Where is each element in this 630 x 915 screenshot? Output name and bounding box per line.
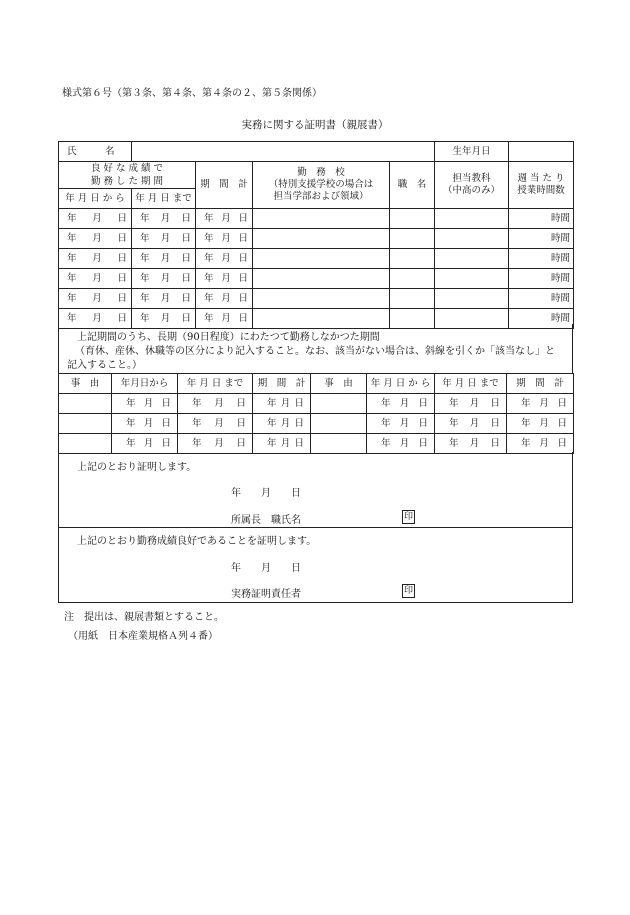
absence-row — [59, 414, 574, 434]
date-month-label: 月 — [469, 437, 480, 449]
date-placeholder — [59, 213, 131, 225]
date-placeholder — [435, 398, 506, 410]
hours-unit-label: 時間 — [550, 272, 570, 284]
service-table — [58, 141, 574, 329]
date-year-label: 年 — [204, 272, 214, 284]
absence-note-line1: 上記期間のうち、長期（90日程度）にわたつて勤務しなかつた期間 — [77, 332, 380, 343]
to-date-cell[interactable] — [435, 394, 507, 414]
to-date-cell[interactable] — [132, 289, 196, 309]
date-year-label: 年 — [126, 417, 136, 429]
date-year-label: 年 — [140, 232, 150, 244]
date-day-label: 日 — [117, 312, 127, 324]
total-period-cell[interactable] — [507, 394, 574, 414]
date-day-label: 日 — [294, 437, 304, 449]
date-day-label: 日 — [490, 417, 500, 429]
date-placeholder — [59, 233, 131, 245]
document-title: 実務に関する証明書（親展書） — [241, 119, 389, 131]
service-row — [59, 269, 574, 289]
date-month-label: 月 — [221, 232, 231, 244]
from-date-cell[interactable] — [59, 269, 132, 289]
total-period-cell[interactable] — [507, 414, 574, 434]
date-placeholder — [132, 313, 195, 325]
from-date-cell[interactable] — [112, 434, 178, 454]
to-date-cell[interactable] — [435, 414, 507, 434]
date-day-label: 日 — [117, 212, 127, 224]
from-date-cell[interactable] — [59, 249, 132, 269]
date-day-label: 日 — [236, 437, 246, 449]
date-month-label: 月 — [160, 292, 171, 304]
date-year-label: 年 — [140, 292, 150, 304]
date-day-label: 日 — [236, 397, 246, 409]
reason-cell[interactable] — [311, 434, 367, 454]
hours-header-line1: 週 当 た り — [517, 173, 565, 184]
date-year-label: 年 — [521, 397, 531, 409]
certification-box — [58, 452, 573, 603]
from-date-cell[interactable] — [112, 414, 178, 434]
date-month-label: 月 — [539, 397, 549, 409]
date-month-label: 月 — [221, 312, 231, 324]
period-header-line2: 勤 務 し た 期 間 — [90, 176, 164, 187]
date-month-label: 月 — [469, 397, 480, 409]
total-period-cell[interactable] — [253, 414, 311, 434]
date-month-label: 月 — [221, 252, 231, 264]
service-row — [59, 249, 574, 269]
date-month-label: 月 — [399, 417, 410, 429]
to-date-cell[interactable] — [178, 414, 253, 434]
date-day-label: 日 — [418, 417, 428, 429]
subject-cell[interactable] — [435, 229, 509, 249]
date-month-label: 月 — [92, 312, 102, 324]
total-period-cell[interactable] — [253, 434, 311, 454]
date-day-label: 日 — [418, 437, 428, 449]
date-placeholder — [253, 398, 310, 410]
hours-unit-label: 時間 — [550, 312, 570, 324]
seal-icon: 印 — [403, 512, 413, 522]
date-day-label: 日 — [238, 292, 248, 304]
date-placeholder — [196, 273, 252, 285]
from-header: 年月日から — [112, 374, 178, 394]
to-header: 年 月 日 まで — [178, 374, 253, 394]
date-year-label: 年 — [67, 252, 77, 264]
school-header — [253, 162, 390, 209]
reason-cell[interactable] — [311, 394, 367, 414]
date-year-label: 年 — [449, 397, 459, 409]
to-date-cell[interactable] — [132, 229, 196, 249]
date-day-label: 日 — [238, 272, 248, 284]
subject-cell[interactable] — [435, 289, 509, 309]
total-period-cell[interactable] — [196, 209, 253, 229]
date-month-label: 月 — [160, 272, 171, 284]
subject-cell[interactable] — [435, 249, 509, 269]
date-month-label: 月 — [92, 232, 102, 244]
date-day-label: 日 — [181, 312, 191, 324]
date-day-label: 日 — [490, 397, 500, 409]
date-month-label: 月 — [539, 417, 549, 429]
date-placeholder — [132, 213, 195, 225]
reason-cell[interactable] — [59, 394, 112, 414]
hours-unit-label: 時間 — [550, 232, 570, 244]
date-month-label: 月 — [160, 252, 171, 264]
hours-cell[interactable] — [509, 249, 574, 269]
school-header-line2: （特別支援学校の場合は — [268, 179, 374, 190]
date-placeholder — [59, 293, 131, 305]
date-day-label: 日 — [236, 417, 246, 429]
subject-cell[interactable] — [435, 209, 509, 229]
date-placeholder — [196, 233, 252, 245]
date-year-label: 年 — [192, 437, 202, 449]
date-placeholder — [196, 253, 252, 265]
absence-table — [58, 373, 574, 454]
date-month-label: 月 — [469, 417, 480, 429]
date-year-label: 年 — [267, 437, 277, 449]
date-year-label: 年 — [449, 417, 459, 429]
school-cell[interactable] — [253, 229, 390, 249]
absence-row — [59, 394, 574, 414]
total-header: 期 間 計 — [196, 162, 253, 209]
date-placeholder — [253, 418, 310, 430]
total-header-2: 期 間 計 — [507, 374, 574, 394]
date-day-label: 日 — [557, 437, 567, 449]
date-placeholder — [132, 293, 195, 305]
absence-note — [58, 324, 573, 373]
date-placeholder — [367, 438, 434, 450]
date-year-label: 年 — [140, 272, 150, 284]
footer-note: 注 提出は、親展書類とすること。 — [64, 612, 224, 623]
to-date-cell[interactable] — [132, 269, 196, 289]
date-year-label: 年 — [67, 312, 77, 324]
certification-statement-2: 上記のとおり勤務成績良好であることを証明します。 — [77, 536, 317, 547]
date-year-label: 年 — [204, 252, 214, 264]
date-day-label: 日 — [181, 292, 191, 304]
date-year-label: 年 — [267, 417, 277, 429]
certification-statement-1: 上記のとおり証明します。 — [77, 462, 197, 473]
hours-unit-label: 時間 — [550, 252, 570, 264]
from-date-cell[interactable] — [59, 209, 132, 229]
date-day-label: 日 — [490, 437, 500, 449]
date-year-label: 年 — [204, 212, 214, 224]
absence-note-line3: 記入すること。） — [67, 360, 142, 371]
total-period-cell[interactable] — [253, 394, 311, 414]
date-day-label: 日 — [294, 417, 304, 429]
date-placeholder — [59, 273, 131, 285]
date-placeholder — [196, 313, 252, 325]
date-placeholder — [507, 438, 573, 450]
period-header — [59, 162, 196, 189]
school-header-line1: 勤 務 校 — [297, 167, 345, 178]
date-day-label: 日 — [418, 397, 428, 409]
date-year-label: 年 — [192, 397, 202, 409]
date-year-label: 年 — [449, 437, 459, 449]
date-year-label: 年 — [67, 212, 77, 224]
to-date-cell[interactable] — [435, 434, 507, 454]
date-day-label: 日 — [557, 417, 567, 429]
date-day-label: 日 — [161, 437, 171, 449]
reason-header-2: 事 由 — [311, 374, 367, 394]
date-placeholder — [367, 398, 434, 410]
date-day-label: 日 — [161, 417, 171, 429]
date-year-label: 年 — [140, 312, 150, 324]
date-placeholder — [178, 398, 252, 410]
from-date-cell[interactable] — [59, 229, 132, 249]
date-month-label: 月 — [214, 437, 224, 449]
service-row — [59, 209, 574, 229]
date-year-label: 年 — [381, 437, 391, 449]
hours-header-line2: 授業時間数 — [517, 185, 565, 196]
seal-icon: 印 — [403, 586, 413, 596]
hours-cell[interactable] — [509, 209, 574, 229]
form-number: 様式第６号（第３条、第４条、第４条の２、第５条関係） — [62, 88, 322, 99]
date-day-label: 日 — [181, 212, 191, 224]
date-month-label: 月 — [280, 397, 291, 409]
from-date-cell[interactable] — [367, 394, 435, 414]
date-placeholder — [59, 253, 131, 265]
certification-date-2: 年 月 日 — [231, 563, 301, 574]
date-year-label: 年 — [140, 252, 150, 264]
date-day-label: 日 — [117, 292, 127, 304]
date-placeholder — [507, 398, 573, 410]
footer-paper: （用紙 日本産業規格Ａ列４番） — [68, 631, 218, 642]
date-year-label: 年 — [204, 292, 214, 304]
date-month-label: 月 — [92, 272, 102, 284]
date-month-label: 月 — [280, 437, 291, 449]
date-month-label: 月 — [214, 397, 224, 409]
position-cell[interactable] — [390, 249, 435, 269]
date-month-label: 月 — [160, 232, 171, 244]
to-date-cell[interactable] — [132, 249, 196, 269]
period-header-line1: 良 好 な 成 績 で — [90, 163, 164, 174]
date-month-label: 月 — [143, 397, 154, 409]
date-placeholder — [178, 418, 252, 430]
name-row — [59, 142, 574, 162]
date-month-label: 月 — [160, 212, 171, 224]
date-year-label: 年 — [126, 397, 136, 409]
subject-header-line1: 担当教科 — [452, 173, 491, 184]
date-day-label: 日 — [294, 397, 304, 409]
date-day-label: 日 — [238, 312, 248, 324]
date-day-label: 日 — [181, 272, 191, 284]
date-year-label: 年 — [521, 437, 531, 449]
certification-date-1: 年 月 日 — [231, 488, 301, 499]
date-placeholder — [253, 438, 310, 450]
date-month-label: 月 — [539, 437, 549, 449]
total-period-cell[interactable] — [196, 269, 253, 289]
school-header-line3: 担当学部および領域） — [273, 191, 369, 202]
date-month-label: 月 — [399, 437, 410, 449]
certification-divider — [59, 527, 572, 528]
date-placeholder — [132, 273, 195, 285]
birthdate-label: 生年月日 — [435, 142, 509, 162]
from-date-cell[interactable] — [367, 414, 435, 434]
date-day-label: 日 — [238, 232, 248, 244]
position-cell[interactable] — [390, 269, 435, 289]
service-row — [59, 289, 574, 309]
subject-cell[interactable] — [435, 269, 509, 289]
position-cell[interactable] — [390, 229, 435, 249]
date-month-label: 月 — [221, 212, 231, 224]
absence-row — [59, 434, 574, 454]
absence-note-line2: （育休、産休、休職等の区分により記入すること。なお、該当がない場合は、斜線を引くか「該当なし」と — [75, 346, 555, 357]
date-day-label: 日 — [238, 252, 248, 264]
date-year-label: 年 — [381, 417, 391, 429]
subject-header — [435, 162, 509, 209]
date-day-label: 日 — [117, 252, 127, 264]
date-month-label: 月 — [221, 292, 231, 304]
to-date-cell[interactable] — [178, 394, 253, 414]
school-cell[interactable] — [253, 249, 390, 269]
reason-cell[interactable] — [311, 414, 367, 434]
from-date-cell[interactable] — [112, 394, 178, 414]
total-period-cell[interactable] — [507, 434, 574, 454]
total-period-cell[interactable] — [196, 249, 253, 269]
date-month-label: 月 — [143, 417, 154, 429]
date-day-label: 日 — [161, 397, 171, 409]
total-header: 期 間 計 — [253, 374, 311, 394]
hours-unit-label: 時間 — [550, 212, 570, 224]
name-label: 氏 名 — [59, 142, 132, 162]
date-placeholder — [507, 418, 573, 430]
date-month-label: 月 — [92, 252, 102, 264]
from-date-cell[interactable] — [367, 434, 435, 454]
hours-unit-label: 時間 — [550, 292, 570, 304]
from-header-2: 年 月 日 か ら — [367, 374, 435, 394]
date-month-label: 月 — [160, 312, 171, 324]
to-date-cell[interactable] — [132, 209, 196, 229]
date-month-label: 月 — [92, 292, 102, 304]
date-placeholder — [435, 438, 506, 450]
reason-cell[interactable] — [59, 414, 112, 434]
date-day-label: 日 — [557, 397, 567, 409]
date-day-label: 日 — [117, 232, 127, 244]
date-year-label: 年 — [67, 292, 77, 304]
date-month-label: 月 — [214, 417, 224, 429]
date-year-label: 年 — [267, 397, 277, 409]
date-year-label: 年 — [204, 312, 214, 324]
date-placeholder — [196, 293, 252, 305]
date-placeholder — [132, 233, 195, 245]
total-period-cell[interactable] — [196, 229, 253, 249]
position-cell[interactable] — [390, 209, 435, 229]
school-cell[interactable] — [253, 269, 390, 289]
hours-cell[interactable] — [509, 229, 574, 249]
date-month-label: 月 — [280, 417, 291, 429]
date-day-label: 日 — [181, 232, 191, 244]
date-year-label: 年 — [381, 397, 391, 409]
to-date-cell[interactable] — [178, 434, 253, 454]
date-month-label: 月 — [221, 272, 231, 284]
date-day-label: 日 — [238, 212, 248, 224]
date-day-label: 日 — [117, 272, 127, 284]
position-cell[interactable] — [390, 289, 435, 309]
date-placeholder — [112, 438, 177, 450]
school-cell[interactable] — [253, 209, 390, 229]
date-year-label: 年 — [204, 232, 214, 244]
date-day-label: 日 — [181, 252, 191, 264]
date-month-label: 月 — [143, 437, 154, 449]
hours-header — [509, 162, 574, 209]
hours-cell[interactable] — [509, 269, 574, 289]
date-placeholder — [59, 313, 131, 325]
name-field[interactable] — [132, 142, 435, 162]
service-row — [59, 229, 574, 249]
date-placeholder — [196, 213, 252, 225]
from-date-cell[interactable] — [59, 289, 132, 309]
reason-header: 事 由 — [59, 374, 112, 394]
date-placeholder — [178, 438, 252, 450]
signer-2-label: 実務証明責任者 — [231, 589, 301, 600]
date-placeholder — [367, 418, 434, 430]
date-year-label: 年 — [140, 212, 150, 224]
hours-cell[interactable] — [509, 289, 574, 309]
total-period-cell[interactable] — [196, 289, 253, 309]
date-placeholder — [435, 418, 506, 430]
date-month-label: 月 — [399, 397, 410, 409]
date-month-label: 月 — [92, 212, 102, 224]
to-header-2: 年 月 日 まで — [435, 374, 507, 394]
date-year-label: 年 — [126, 437, 136, 449]
date-year-label: 年 — [521, 417, 531, 429]
date-placeholder — [132, 253, 195, 265]
reason-cell[interactable] — [59, 434, 112, 454]
date-placeholder — [112, 418, 177, 430]
date-year-label: 年 — [67, 232, 77, 244]
from-header: 年 月 日 か ら — [59, 189, 132, 209]
date-placeholder — [112, 398, 177, 410]
position-header: 職 名 — [390, 162, 435, 209]
date-year-label: 年 — [67, 272, 77, 284]
date-year-label: 年 — [192, 417, 202, 429]
birthdate-field[interactable] — [509, 142, 574, 162]
school-cell[interactable] — [253, 289, 390, 309]
signer-1-label: 所属長 職氏名 — [231, 515, 301, 526]
subject-header-line2: （中高のみ） — [442, 185, 500, 196]
to-header: 年 月 日 まで — [132, 189, 196, 209]
